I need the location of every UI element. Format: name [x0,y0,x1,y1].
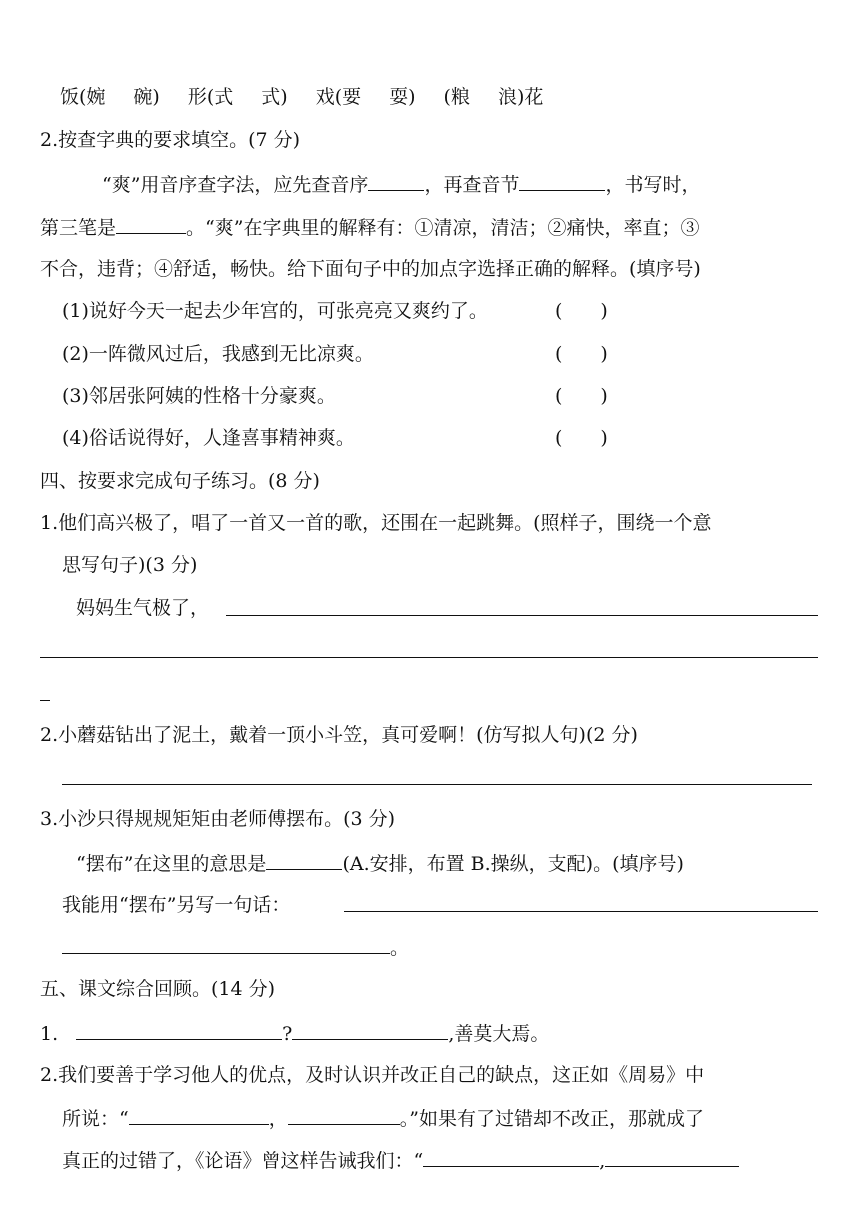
question-text: 1.他们高兴极了，唱了一首又一首的歌，还围在一起跳舞。(照样子，围绕一个意 [40,512,712,534]
text-segment: “摆布”在这里的意思是 [76,853,267,875]
list-item: (3)邻居张阿姨的性格十分豪爽。 [62,385,336,407]
choice-2: 碗) [133,86,160,108]
answer-blank[interactable] [605,1146,739,1167]
answer-blank[interactable] [368,170,424,191]
text-segment: ，再查音节 [424,174,520,196]
answer-line[interactable] [62,784,812,785]
answer-paren[interactable]: ( ) [555,427,608,449]
choice-1: 饭(婉 [60,86,106,108]
text-segment: 。“爽”在字典里的解释有：①清凉，清洁；②痛快，率直；③ [186,217,700,239]
answer-line[interactable] [344,911,818,912]
text-segment: “爽”用音序查字法，应先查音序 [102,174,369,196]
question-text [76,849,684,877]
choice-5: 戏(要 [315,86,362,108]
dictionary-line-2 [40,213,699,241]
text-segment: ，书写时， [605,174,701,196]
answer-paren[interactable]: ( ) [555,385,608,407]
text-segment: 1. [40,1023,59,1045]
period-mark: 。 [390,937,410,959]
section-title: 五、课文综合回顾。(14 分) [40,978,276,1000]
text-segment: , [599,1150,606,1172]
dictionary-line-1 [102,170,700,198]
answer-line[interactable] [40,657,818,658]
choice-6: 耍) [389,86,416,108]
question-text [40,1019,549,1047]
answer-blank[interactable] [76,1019,282,1040]
choice-8: 浪)花 [497,86,544,108]
prompt-text: 我能用“摆布”另写一句话： [62,894,291,916]
text-segment: ? [282,1023,293,1045]
list-item: (4)俗话说得好，人逢喜事精神爽。 [62,427,355,449]
dictionary-line-3: 不合，违背；④舒适，畅快。给下面句子中的加点字选择正确的解释。(填序号) [40,258,701,280]
prompt-text: 妈妈生气极了， [76,597,210,619]
text-segment: 第三笔是 [40,217,117,239]
answer-line[interactable] [226,615,818,616]
answer-line-stub [40,700,50,701]
question-text: 2.小蘑菇钻出了泥土，戴着一顶小斗笠，真可爱啊！(仿写拟人句)(2 分) [40,724,638,746]
answer-blank[interactable] [288,1104,400,1125]
answer-line[interactable] [62,953,390,954]
text-segment: 真正的过错了，《论语》曾这样告诫我们：“ [62,1150,424,1172]
text-segment: ,善莫大焉。 [448,1023,550,1045]
list-item: (2)一阵微风过后，我感到无比凉爽。 [62,343,374,365]
text-segment: ， [268,1108,288,1130]
choice-3: 形(式 [187,86,234,108]
answer-blank[interactable] [519,170,605,191]
answer-blank[interactable] [423,1146,599,1167]
question-text: 思写句子)(3 分) [62,554,198,576]
answer-blank[interactable] [266,849,342,870]
text-segment: (A.安排，布置 B.操纵，支配)。(填序号) [342,853,684,875]
choice-7: (粮 [443,86,470,108]
question-text: 2.我们要善于学习他人的优点，及时认识并改正自己的缺点，这正如《周易》中 [40,1064,705,1086]
answer-paren[interactable]: ( ) [555,300,608,322]
question-text [62,1104,704,1132]
list-item: (1)说好今天一起去少年宫的，可张亮亮又爽约了。 [62,300,488,322]
answer-blank[interactable] [292,1019,448,1040]
question-title: 2.按查字典的要求填空。(7 分) [40,129,301,151]
question-text [62,1146,739,1174]
answer-blank[interactable] [129,1104,269,1125]
char-choice-line [60,84,543,110]
text-segment: 。”如果有了过错却不改正，那就成了 [399,1108,704,1130]
question-text: 3.小沙只得规规矩矩由老师傅摆布。(3 分) [40,808,396,830]
answer-blank[interactable] [116,213,186,234]
answer-paren[interactable]: ( ) [555,343,608,365]
choice-4: 式) [261,86,288,108]
text-segment: 所说：“ [62,1108,129,1130]
section-title: 四、按要求完成句子练习。(8 分) [40,470,320,492]
